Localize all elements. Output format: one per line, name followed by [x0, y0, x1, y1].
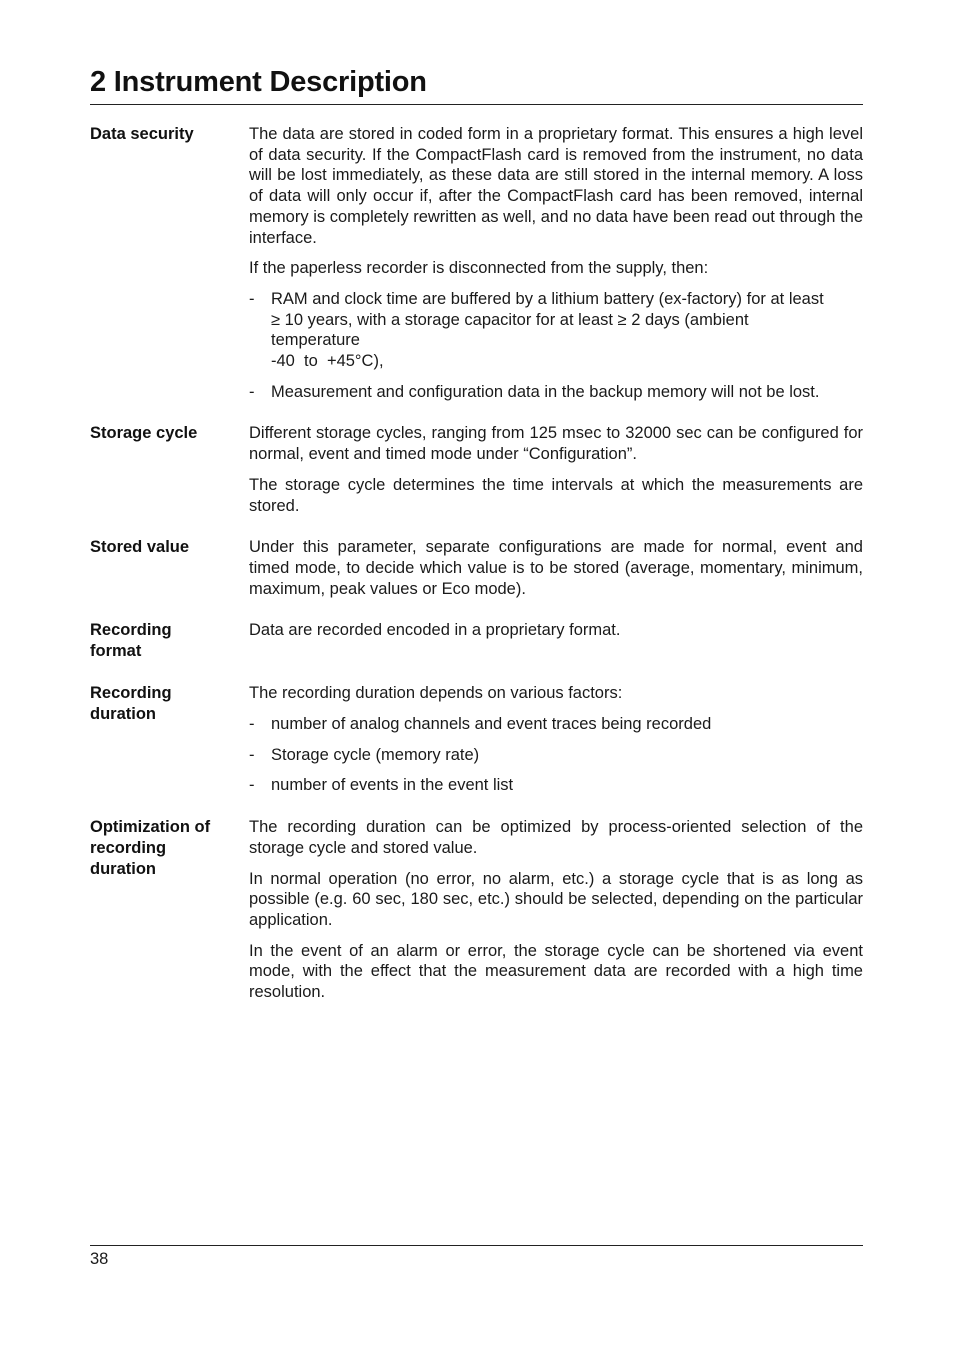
paragraph: If the paperless recorder is disconnected from the supply, then:	[249, 259, 709, 278]
bullet-dash: -	[249, 289, 255, 308]
page-number: 38	[90, 1250, 109, 1268]
label-line: Recording	[90, 684, 172, 703]
section-label: Stored value	[90, 538, 190, 557]
page-title: 2 Instrument Description	[90, 66, 427, 98]
list-item-text: Storage cycle (memory rate)	[271, 745, 480, 764]
section-recording-format	[90, 620, 863, 662]
paragraph: The storage cycle determines the time intervals at which the measurements are stored.	[249, 475, 863, 515]
paragraph: In the event of an alarm or error, the storage cycle can be shortened via event mode, with the effect that the measurement data are recorded with a high time resolution.	[249, 941, 863, 1002]
section-body	[249, 620, 863, 641]
label-line: Recording	[90, 621, 172, 640]
section-body	[249, 423, 863, 516]
paragraph: Under this parameter, separate configurations are made for normal, event and timed mode, to decide which value is to be stored (average, momentary, minimum, maximum, peak values or Eco mode).	[249, 538, 863, 598]
section-data-security	[90, 124, 863, 402]
bullet-dash: -	[249, 776, 255, 795]
label-line: recording	[90, 839, 167, 858]
list-item	[249, 745, 863, 766]
list-item-text: number of events in the event list	[271, 776, 514, 795]
list-item-line: ≥ 10 years, with a storage capacitor for at least ≥ 2 days (ambient	[271, 310, 749, 329]
title-divider	[90, 104, 863, 105]
section-body	[249, 683, 863, 796]
paragraph: The data are stored in coded form in a proprietary format. This ensures a high level of data security. If the CompactFlash card is removed from the instrument, no data will be lost immediately, as these data are still stored in the internal memory. A loss of data will only occur if, after the CompactFlash card has been removed, internal memory is completely rewritten as well, and no data have been read out through the interface.	[249, 125, 863, 247]
section-label: Storage cycle	[90, 424, 198, 443]
label-line: duration	[90, 860, 156, 879]
section-label	[90, 683, 249, 725]
paragraph: Data are recorded encoded in a proprietary format.	[249, 621, 621, 640]
list-item-line: RAM and clock time are buffered by a lithium battery (ex-factory) for at least	[271, 289, 824, 308]
section-label: Data security	[90, 125, 194, 143]
section-stored-value	[90, 537, 863, 599]
list-item	[249, 289, 863, 372]
section-body	[249, 537, 863, 599]
paragraph: The recording duration depends on various factors:	[249, 684, 623, 703]
paragraph: In normal operation (no error, no alarm, etc.) a storage cycle that is as long as possible (e.g. 60 sec, 180 sec, etc.) should be selected, depending on the particular application.	[249, 869, 863, 929]
list-item-line: -40 to +45°C),	[271, 352, 384, 371]
section-body	[249, 124, 863, 402]
section-optimization	[90, 817, 863, 1003]
label-line: duration	[90, 705, 156, 724]
paragraph: Different storage cycles, ranging from 125 msec to 32000 sec can be configured for normal, event and timed mode under “Configuration”.	[249, 424, 863, 464]
section-storage-cycle	[90, 423, 863, 516]
content-area	[90, 124, 863, 1024]
footer-divider	[90, 1245, 863, 1246]
section-label	[90, 817, 249, 880]
label-line: Optimization of	[90, 818, 211, 837]
bullet-dash: -	[249, 715, 255, 734]
list-item	[249, 714, 863, 735]
list-item-text: number of analog channels and event traces being recorded	[271, 715, 712, 734]
list-item-line: temperature	[271, 331, 360, 350]
list-item-text: Measurement and configuration data in the backup memory will not be lost.	[271, 382, 820, 401]
bullet-dash: -	[249, 382, 255, 401]
paragraph: The recording duration can be optimized by process-oriented selection of the storage cycle and stored value.	[249, 818, 863, 857]
section-label	[90, 620, 249, 662]
label-line: format	[90, 642, 142, 661]
list-item	[249, 382, 863, 403]
section-body	[249, 817, 863, 1003]
section-recording-duration	[90, 683, 863, 796]
list-item	[249, 775, 863, 796]
bullet-dash: -	[249, 745, 255, 764]
